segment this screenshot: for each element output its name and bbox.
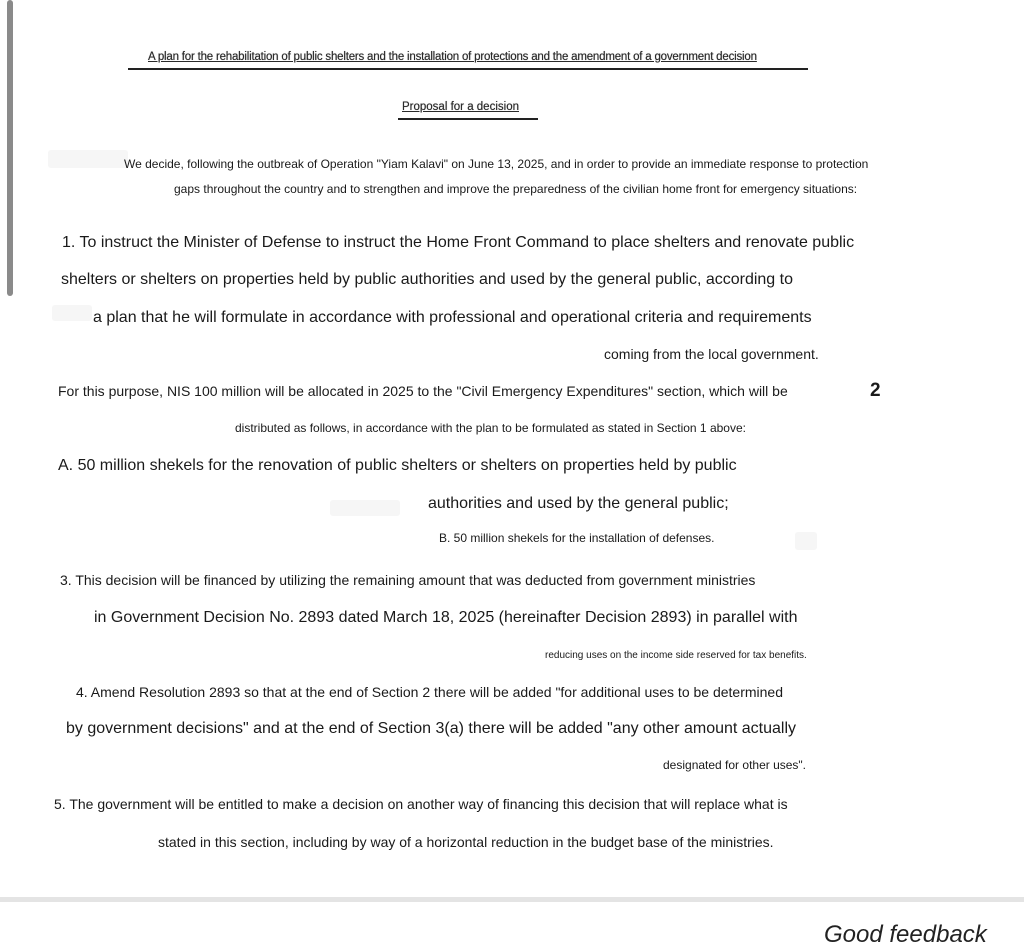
section-4-line-1: 4. Amend Resolution 2893 so that at the end of Section 2 there will be added "for additional uses to be determined [76,684,783,700]
section-5-line-1: 5. The government will be entitled to make a decision on another way of financing this decision that will replace what is [54,796,788,812]
scan-artifact [330,500,400,516]
section-3-line-1: 3. This decision will be financed by utilizing the remaining amount that was deducted from government ministries [60,572,756,588]
section-2-item-a-line-2: authorities and used by the general public; [428,495,729,512]
section-1-line-3: a plan that he will formulate in accordance with professional and operational criteria and requirements [93,309,812,326]
intro-line-1: We decide, following the outbreak of Operation "Yiam Kalavi" on June 13, 2025, and in order to provide an immediate response to protection [124,157,869,171]
section-2-number: 2 [870,380,881,401]
intro-line-2: gaps throughout the country and to strengthen and improve the preparedness of the civilian home front for emergency situations: [174,182,858,196]
scan-artifact [795,532,817,550]
section-2-line-1: For this purpose, NIS 100 million will be allocated in 2025 to the "Civil Emergency Expenditures" section, which will be [58,383,788,399]
section-4-line-3: designated for other uses". [663,758,807,772]
section-2-item-b: B. 50 million shekels for the installation of defenses. [439,531,715,545]
section-3-line-3: reducing uses on the income side reserved for tax benefits. [545,650,807,661]
vertical-scrollbar[interactable] [7,0,13,296]
section-1-line-1: 1. To instruct the Minister of Defense to instruct the Home Front Command to place shelters and renovate public [62,234,855,251]
section-4-line-2: by government decisions" and at the end of Section 3(a) there will be added "any other amount actually [66,720,797,737]
title-underline [128,68,808,70]
subtitle-underline [398,118,538,120]
scan-artifact [52,305,92,321]
section-1-line-4: coming from the local government. [604,346,819,362]
footer [0,902,1024,948]
section-1-line-2: shelters or shelters on properties held by public authorities and used by the general public, according to [61,271,793,288]
section-3-line-2: in Government Decision No. 2893 dated March 18, 2025 (hereinafter Decision 2893) in parallel with [94,609,798,626]
section-5-line-2: stated in this section, including by way of a horizontal reduction in the budget base of the ministries. [158,834,774,850]
scan-artifact [48,150,128,168]
footer-text: Good feedback [824,921,987,948]
section-2-line-2: distributed as follows, in accordance with the plan to be formulated as stated in Section 1 above: [235,421,746,435]
document-subtitle: Proposal for a decision [402,101,519,113]
document-title: A plan for the rehabilitation of public shelters and the installation of protections and the amendment of a government decision [148,51,757,63]
section-2-item-a-line-1: A. 50 million shekels for the renovation of public shelters or shelters on properties held by public [58,457,737,474]
